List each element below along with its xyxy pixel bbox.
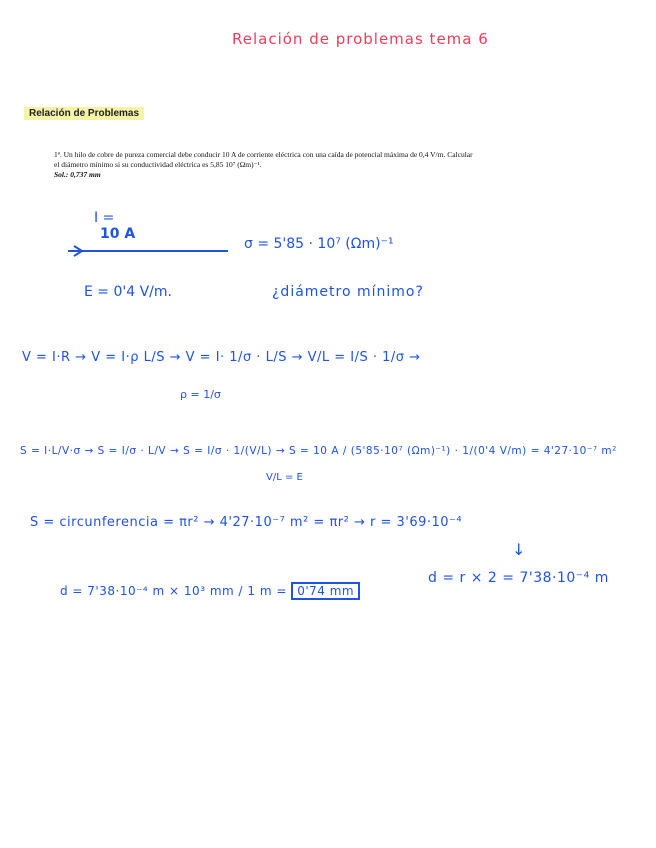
equation-step-2: S = I·L/V·σ → S = I/σ · L/V → S = I/σ · 1/(V/L) → S = 10 A / (5'85·10⁷ (Ωm)⁻¹) · 1/(0'4 V/m) = 4'27·10⁻⁷ m² [20, 445, 617, 457]
final-answer: 0'74 mm [291, 582, 360, 600]
current-value: 10 A [100, 226, 136, 242]
problem-statement: 1ª. Un hilo de cobre de pureza comercial debe conducir 10 A de corriente eléctrica con una caída de potencial máxima de 0,4 V/m. Calcular el diámetro mínimo si su conductividad eléctrica es 5,85 10⁷ (Ωm)⁻¹. [54, 150, 473, 169]
unit-conversion [60, 584, 360, 598]
arrow-down-icon: ↓ [512, 540, 526, 559]
equation-step-1-note: ρ = 1/σ [180, 388, 221, 401]
current-label: I = [94, 210, 115, 226]
unit-conversion-text: d = 7'38·10⁻⁴ m × 10³ mm / 1 m = [60, 584, 287, 598]
conductivity: σ = 5'85 · 10⁷ (Ωm)⁻¹ [244, 236, 394, 252]
equation-step-3: S = circunferencia = πr² → 4'27·10⁻⁷ m² = πr² → r = 3'69·10⁻⁴ [30, 515, 463, 530]
equation-step-2-note: V/L = E [266, 472, 303, 483]
solution-label: Sol.: 0,737 mm [54, 170, 101, 179]
page-title: Relación de problemas tema 6 [232, 30, 489, 48]
section-label: Relación de Problemas [24, 107, 144, 120]
question: ¿diámetro mínimo? [272, 284, 424, 300]
electric-field: E = 0'4 V/m. [84, 284, 172, 300]
equation-step-1: V = I·R → V = I·ρ L/S → V = I· 1/σ · L/S → V/L = I/S · 1/σ → [22, 350, 421, 365]
diameter-calculation: d = r × 2 = 7'38·10⁻⁴ m [428, 570, 609, 586]
